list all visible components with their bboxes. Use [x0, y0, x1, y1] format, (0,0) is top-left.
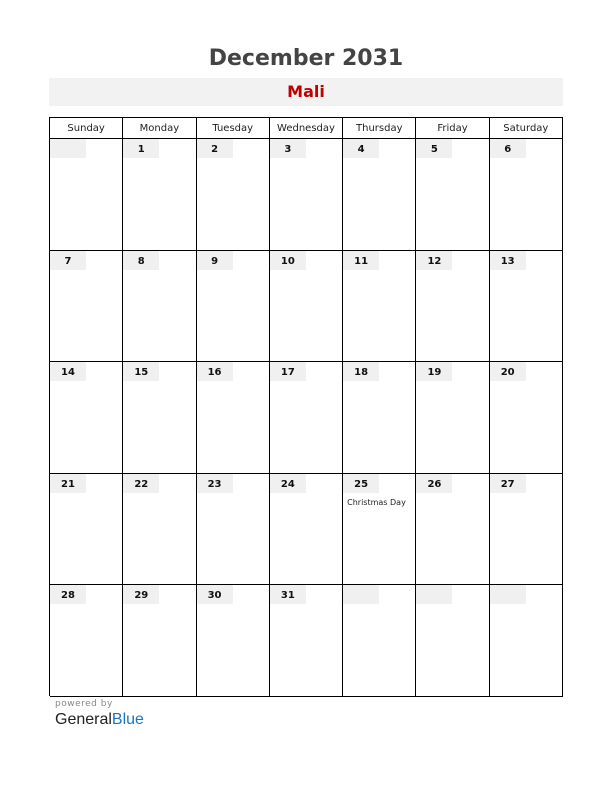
day-number: 17	[270, 362, 306, 381]
day-cell[interactable]	[123, 139, 196, 251]
day-number: 18	[343, 362, 379, 381]
day-number	[343, 585, 379, 604]
day-number: 11	[343, 251, 379, 270]
day-cell[interactable]	[270, 251, 343, 363]
day-number: 1	[123, 139, 159, 158]
day-number: 23	[197, 474, 233, 493]
calendar-grid	[49, 117, 563, 696]
day-number: 24	[270, 474, 306, 493]
day-number: 10	[270, 251, 306, 270]
day-cell[interactable]	[197, 474, 270, 586]
footer	[55, 699, 144, 729]
calendar-weeks	[50, 139, 563, 697]
day-cell[interactable]	[123, 362, 196, 474]
day-number: 20	[490, 362, 526, 381]
day-cell[interactable]	[123, 474, 196, 586]
day-cell[interactable]	[123, 585, 196, 697]
day-number: 22	[123, 474, 159, 493]
holiday-label: Christmas Day	[347, 497, 406, 507]
day-cell[interactable]	[343, 251, 416, 363]
day-number	[416, 585, 452, 604]
day-number: 8	[123, 251, 159, 270]
day-number: 30	[197, 585, 233, 604]
day-number: 6	[490, 139, 526, 158]
day-cell[interactable]	[197, 139, 270, 251]
day-cell[interactable]	[416, 362, 489, 474]
day-cell[interactable]	[50, 585, 123, 697]
brand-general: General	[55, 711, 112, 728]
day-cell[interactable]	[490, 251, 563, 363]
day-cell[interactable]	[343, 585, 416, 697]
week-row	[50, 585, 563, 697]
weekday-header-row	[50, 118, 563, 139]
weekday-header-sunday: Sunday	[50, 118, 123, 139]
day-number: 14	[50, 362, 86, 381]
day-cell[interactable]	[416, 585, 489, 697]
day-number: 3	[270, 139, 306, 158]
weekday-header-wednesday: Wednesday	[270, 118, 343, 139]
week-row	[50, 139, 563, 251]
brand-blue: Blue	[111, 711, 144, 728]
day-cell[interactable]	[490, 139, 563, 251]
day-number: 25	[343, 474, 379, 493]
day-number: 9	[197, 251, 233, 270]
day-cell[interactable]	[490, 585, 563, 697]
day-cell[interactable]	[270, 362, 343, 474]
day-number: 16	[197, 362, 233, 381]
day-cell[interactable]	[270, 139, 343, 251]
day-cell[interactable]	[197, 585, 270, 697]
day-number	[50, 139, 86, 158]
day-cell[interactable]	[50, 251, 123, 363]
weekday-header-tuesday: Tuesday	[197, 118, 270, 139]
day-number: 28	[50, 585, 86, 604]
weekday-header-saturday: Saturday	[490, 118, 563, 139]
day-number: 7	[50, 251, 86, 270]
day-cell[interactable]	[197, 362, 270, 474]
day-cell[interactable]	[416, 139, 489, 251]
day-cell[interactable]	[270, 585, 343, 697]
day-number: 21	[50, 474, 86, 493]
weekday-header-friday: Friday	[416, 118, 489, 139]
weekday-header-monday: Monday	[123, 118, 196, 139]
day-cell[interactable]	[197, 251, 270, 363]
day-number: 12	[416, 251, 452, 270]
day-cell[interactable]	[490, 362, 563, 474]
day-cell[interactable]	[50, 474, 123, 586]
day-cell[interactable]	[343, 474, 416, 586]
day-number: 13	[490, 251, 526, 270]
day-number: 29	[123, 585, 159, 604]
calendar-title: December 2031	[208, 46, 404, 71]
day-number: 4	[343, 139, 379, 158]
generalblue-logo[interactable]	[55, 711, 144, 729]
day-cell[interactable]	[123, 251, 196, 363]
weekday-header-thursday: Thursday	[343, 118, 416, 139]
day-number: 5	[416, 139, 452, 158]
powered-by-text: powered by	[55, 699, 113, 709]
day-number: 19	[416, 362, 452, 381]
week-row	[50, 362, 563, 474]
day-number: 2	[197, 139, 233, 158]
country-name: Mali	[49, 78, 563, 106]
day-number: 26	[416, 474, 452, 493]
day-cell[interactable]	[343, 362, 416, 474]
week-row	[50, 474, 563, 586]
day-cell[interactable]	[416, 251, 489, 363]
day-number: 31	[270, 585, 306, 604]
day-cell[interactable]	[416, 474, 489, 586]
day-number: 27	[490, 474, 526, 493]
day-cell[interactable]	[50, 139, 123, 251]
day-cell[interactable]	[270, 474, 343, 586]
day-number: 15	[123, 362, 159, 381]
week-row	[50, 251, 563, 363]
day-cell[interactable]	[343, 139, 416, 251]
day-cell[interactable]	[490, 474, 563, 586]
day-cell[interactable]	[50, 362, 123, 474]
day-number	[490, 585, 526, 604]
